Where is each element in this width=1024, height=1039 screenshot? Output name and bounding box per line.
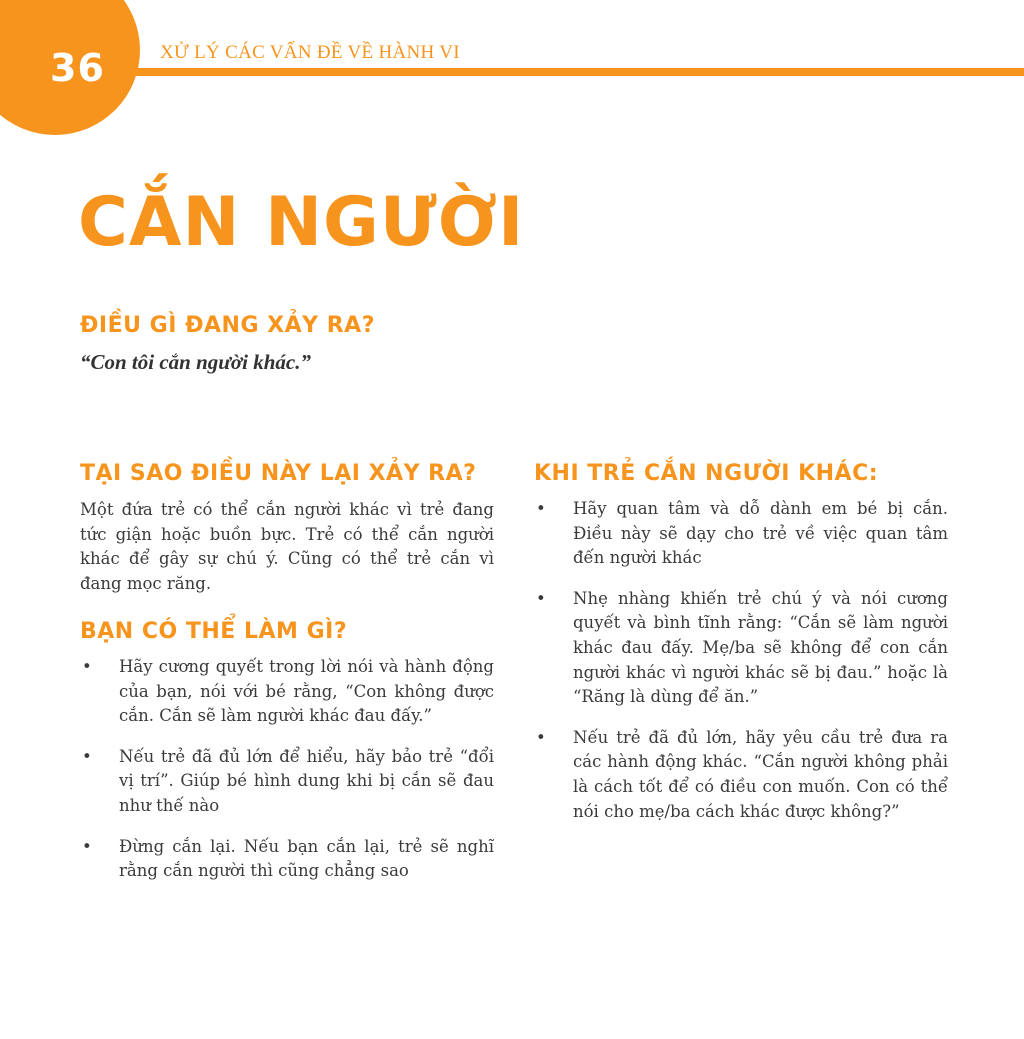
list-item-text: Hãy cương quyết trong lời nói và hành động của bạn, nói với bé rằng, “Con không được cắn. Cắn sẽ làm người khác đau đấy.” bbox=[119, 657, 494, 726]
list-item bbox=[534, 726, 948, 824]
list-item-text: Nếu trẻ đã đủ lớn, hãy yêu cầu trẻ đưa ra các hành động khác. “Cắn người không phải là cách tốt để có điều con muốn. Con có thể nói cho mẹ/ba cách khác được không?” bbox=[573, 727, 948, 821]
paragraph-why: Một đứa trẻ có thể cắn người khác vì trẻ đang tức giận hoặc buồn bực. Trẻ có thể cắn người khác để gây sự chú ý. Cũng có thể trẻ cắn vì đang mọc răng. bbox=[80, 500, 494, 593]
header-rule bbox=[130, 68, 1024, 76]
page-title: CẮN NGƯỜI bbox=[78, 183, 525, 262]
bullet-icon: • bbox=[536, 588, 546, 608]
list-item-text: Nếu trẻ đã đủ lớn để hiểu, hãy bảo trẻ “đổi vị trí”. Giúp bé hình dung khi bị cắn sẽ đau như thế nào bbox=[119, 746, 494, 815]
list-item bbox=[80, 835, 494, 884]
page-number: 36 bbox=[50, 46, 105, 90]
bullet-icon: • bbox=[82, 657, 92, 676]
list-item-text: Nhẹ nhàng khiến trẻ chú ý và nói cương quyết và bình tĩnh rằng: “Cắn sẽ làm người khác đau đấy. Mẹ/ba sẽ không để con cắn người khác vì người khác sẽ bị đau.” hoặc là “Răng là dùng để ăn.” bbox=[573, 588, 948, 707]
list-item bbox=[80, 745, 494, 819]
quote: “Con tôi cắn người khác.” bbox=[80, 350, 311, 374]
list-item bbox=[534, 497, 948, 571]
running-head: XỬ LÝ CÁC VẤN ĐỀ VỀ HÀNH VI bbox=[160, 42, 460, 63]
heading-what-you-can-do: BẠN CÓ THỂ LÀM GÌ? bbox=[80, 619, 348, 644]
bullet-icon: • bbox=[536, 727, 546, 747]
list-item-text: Đừng cắn lại. Nếu bạn cắn lại, trẻ sẽ nghĩ rằng cắn người thì cũng chẳng sao bbox=[119, 836, 494, 881]
list-item bbox=[534, 587, 948, 710]
list-item bbox=[80, 655, 494, 729]
heading-why: TẠI SAO ĐIỀU NÀY LẠI XẢY RA? bbox=[80, 461, 477, 486]
bullet-icon: • bbox=[536, 499, 546, 518]
list-item-text: Hãy quan tâm và dỗ dành em bé bị cắn. Điều này sẽ dạy cho trẻ về việc quan tâm đến người khác bbox=[573, 499, 948, 568]
list-what-you-can-do bbox=[80, 655, 494, 900]
heading-what-is-happening: ĐIỀU GÌ ĐANG XẢY RA? bbox=[80, 313, 375, 338]
heading-when-child-bites: KHI TRẺ CẮN NGƯỜI KHÁC: bbox=[534, 461, 879, 486]
list-when-child-bites bbox=[534, 497, 948, 840]
bullet-icon: • bbox=[82, 836, 92, 856]
bullet-icon: • bbox=[82, 746, 92, 766]
